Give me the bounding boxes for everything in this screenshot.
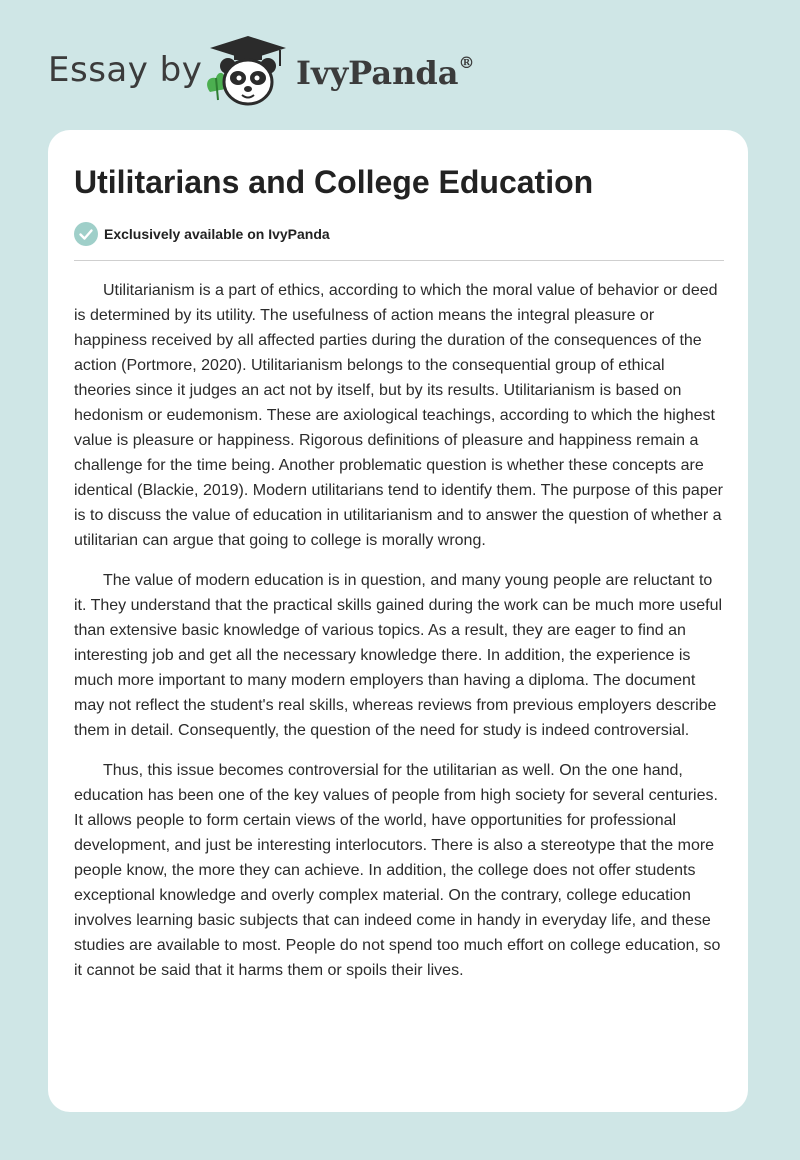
brand-name[interactable]: [296, 54, 474, 92]
divider: [74, 260, 724, 261]
essay-title: Utilitarians and College Education: [74, 164, 594, 200]
paragraph-3: Thus, this issue becomes controversial for the utilitarian as well. On the one hand, education has been one of the key values of people from high society for several centuries. It allows people to form certain views of the world, have opportunities for professional development, and just be interesting interlocutors. There is also a stereotype that the more people know, the more they can achieve. In addition, the college does not offer students exceptional knowledge and overly complex material. On the contrary, college education involves learning basic subjects that can indeed come in handy in everyday life, and these studies are available to most. People do not spend too much effort on college education, so it cannot be said that it harms them or spoils their lives.: [74, 762, 721, 979]
check-circle-icon: [74, 222, 98, 246]
paragraph-1: Utilitarianism is a part of ethics, according to which the moral value of behavior or deed is determined by its utility. The usefulness of action means the integral pleasure or happiness received by all affected parties during the duration of the consequences of the action (Portmore, 2020). Utilitarianism belongs to the consequential group of ethical theories since it judges an act not by itself, but by its results. Utilitarianism is based on hedonism or eudemonism. These are axiological teachings, according to which the highest value is pleasure or happiness. Rigorous definitions of pleasure and happiness remain a challenge for the time being. Another problematic question is whether these concepts are identical (Blackie, 2019). Modern utilitarians tend to identify them. The purpose of this paper is to discuss the value of education in utilitarianism and to answer the question of whether a utilitarian can argue that going to college is morally wrong.: [74, 282, 723, 549]
site-header: [0, 0, 800, 120]
badge-text: Exclusively available on IvyPanda: [104, 226, 330, 242]
essay-card: [48, 130, 748, 1112]
panda-graduate-icon[interactable]: [200, 32, 296, 112]
paragraph-2: The value of modern education is in question, and many young people are reluctant to it. They understand that the practical skills gained during the work can be much more useful than extensive basic knowledge of various topics. As a result, they are eager to find an interesting job and get all the necessary knowledge there. In addition, the experience is much more important to many modern employers than having a diploma. The document may not reflect the student's real skills, whereas reviews from previous employers describe them in detail. Consequently, the question of the need for study is indeed controversial.: [74, 572, 723, 739]
exclusive-badge: [74, 222, 330, 246]
essay-body: [74, 278, 724, 998]
brand-text: IvyPanda: [296, 54, 459, 92]
essay-by-label: Essay by: [48, 50, 203, 90]
registered-mark: ®: [458, 53, 475, 73]
